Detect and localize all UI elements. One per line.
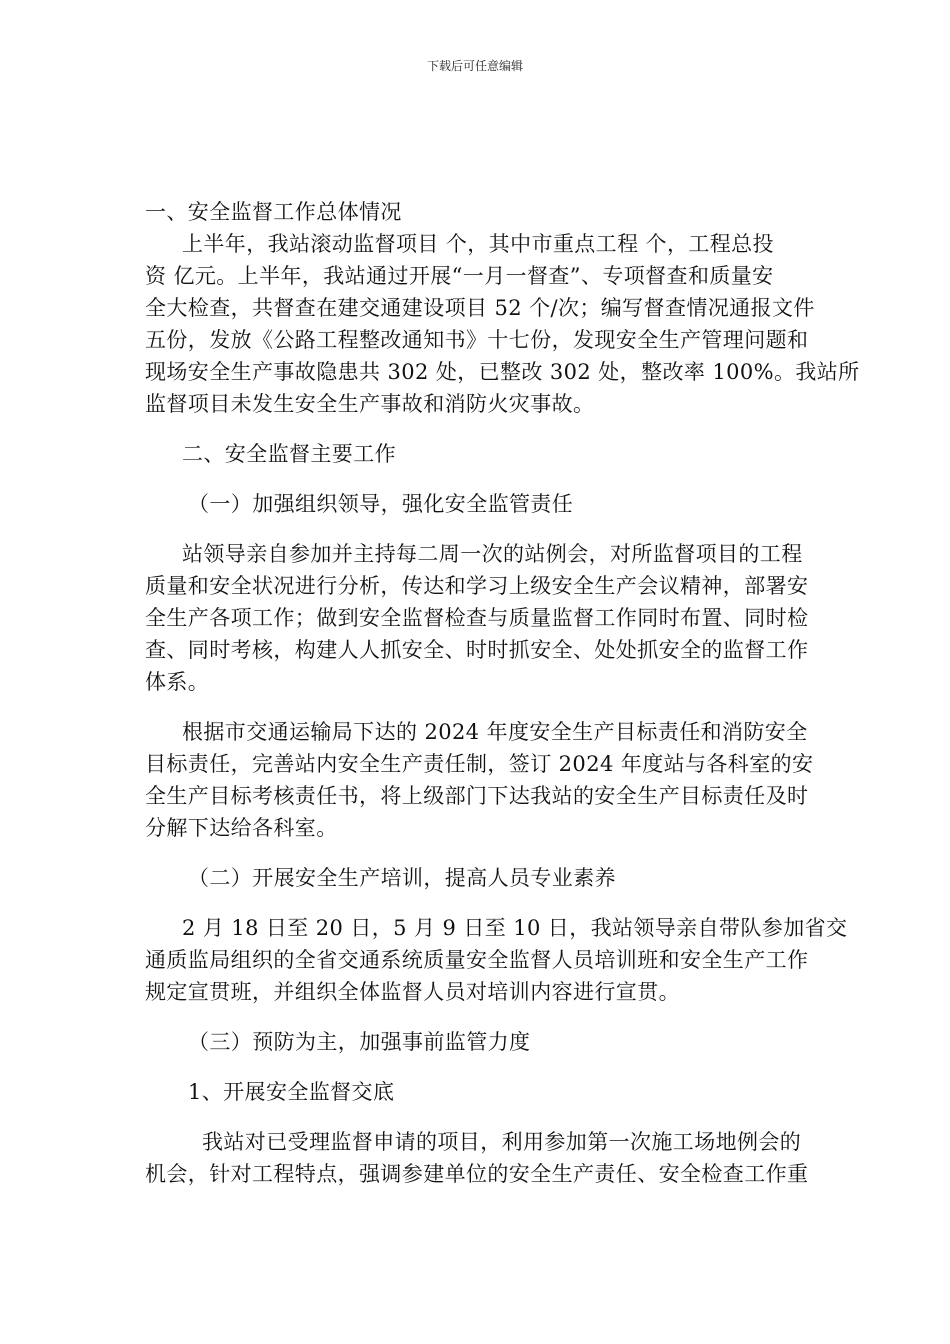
paragraph-line: 质量和安全状况进行分析，传达和学习上级安全生产会议精神，部署安 (145, 574, 809, 598)
section-heading-1: 一、安全监督工作总体情况 (145, 200, 402, 224)
paragraph-line: 上半年，我站滚动监督项目 个，其中市重点工程 个，工程总投 (182, 232, 774, 256)
paragraph-line: 根据市交通运输局下达的 2024 年度安全生产目标责任和消防安全 (182, 720, 808, 744)
item-heading-1: 1、开展安全监督交底 (188, 1080, 395, 1104)
subsection-heading-3: （三）预防为主，加强事前监管力度 (188, 1030, 531, 1054)
document-body (145, 196, 860, 1190)
paragraph-line: 五份，发放《公路工程整改通知书》十七份，发现安全生产管理问题和 (145, 328, 809, 352)
paragraph-line: 全生产目标考核责任书，将上级部门下达我站的安全生产目标责任及时 (145, 784, 809, 808)
page-header-note: 下载后可任意编辑 (426, 59, 523, 73)
paragraph-line: 查、同时考核，构建人人抓安全、时时抓安全、处处抓安全的监督工作 (145, 638, 809, 662)
paragraph-line: 监督项目未发生安全生产事故和消防火灾事故。 (145, 392, 595, 416)
paragraph-line: 站领导亲自参加并主持每二周一次的站例会，对所监督项目的工程 (182, 542, 803, 566)
paragraph-line: 体系。 (145, 670, 210, 694)
paragraph-line: 资 亿元。上半年，我站通过开展“一月一督查”、专项督查和质量安 (145, 264, 774, 288)
subsection-heading-2: （二）开展安全生产培训，提高人员专业素养 (188, 866, 616, 890)
paragraph-line: 全大检查，共督查在建交通建设项目 52 个/次；编写督查情况通报文件 (145, 296, 815, 320)
paragraph-line: 我站对已受理监督申请的项目，利用参加第一次施工场地例会的 (202, 1130, 802, 1154)
paragraph-line: 目标责任，完善站内安全生产责任制，签订 2024 年度站与各科室的安 (145, 752, 814, 776)
paragraph-line: 分解下达给各科室。 (145, 816, 338, 840)
paragraph-line: 全生产各项工作；做到安全监督检查与质量监督工作同时布置、同时检 (145, 606, 809, 630)
subsection-heading-1: （一）加强组织领导，强化安全监管责任 (188, 492, 574, 516)
paragraph-line: 机会，针对工程特点，强调参建单位的安全生产责任、安全检查工作重 (145, 1162, 809, 1186)
paragraph-line: 通质监局组织的全省交通系统质量安全监督人员培训班和安全生产工作 (145, 948, 809, 972)
paragraph-line: 规定宣贯班，并组织全体监督人员对培训内容进行宣贯。 (145, 980, 680, 1004)
paragraph-line: 现场安全生产事故隐患共 302 处，已整改 302 处，整改率 100%。我站所 (145, 360, 860, 384)
section-heading-2: 二、安全监督主要工作 (182, 442, 396, 466)
paragraph-line: 2 月 18 日至 20 日，5 月 9 日至 10 日，我站领导亲自带队参加省交 (182, 916, 848, 940)
